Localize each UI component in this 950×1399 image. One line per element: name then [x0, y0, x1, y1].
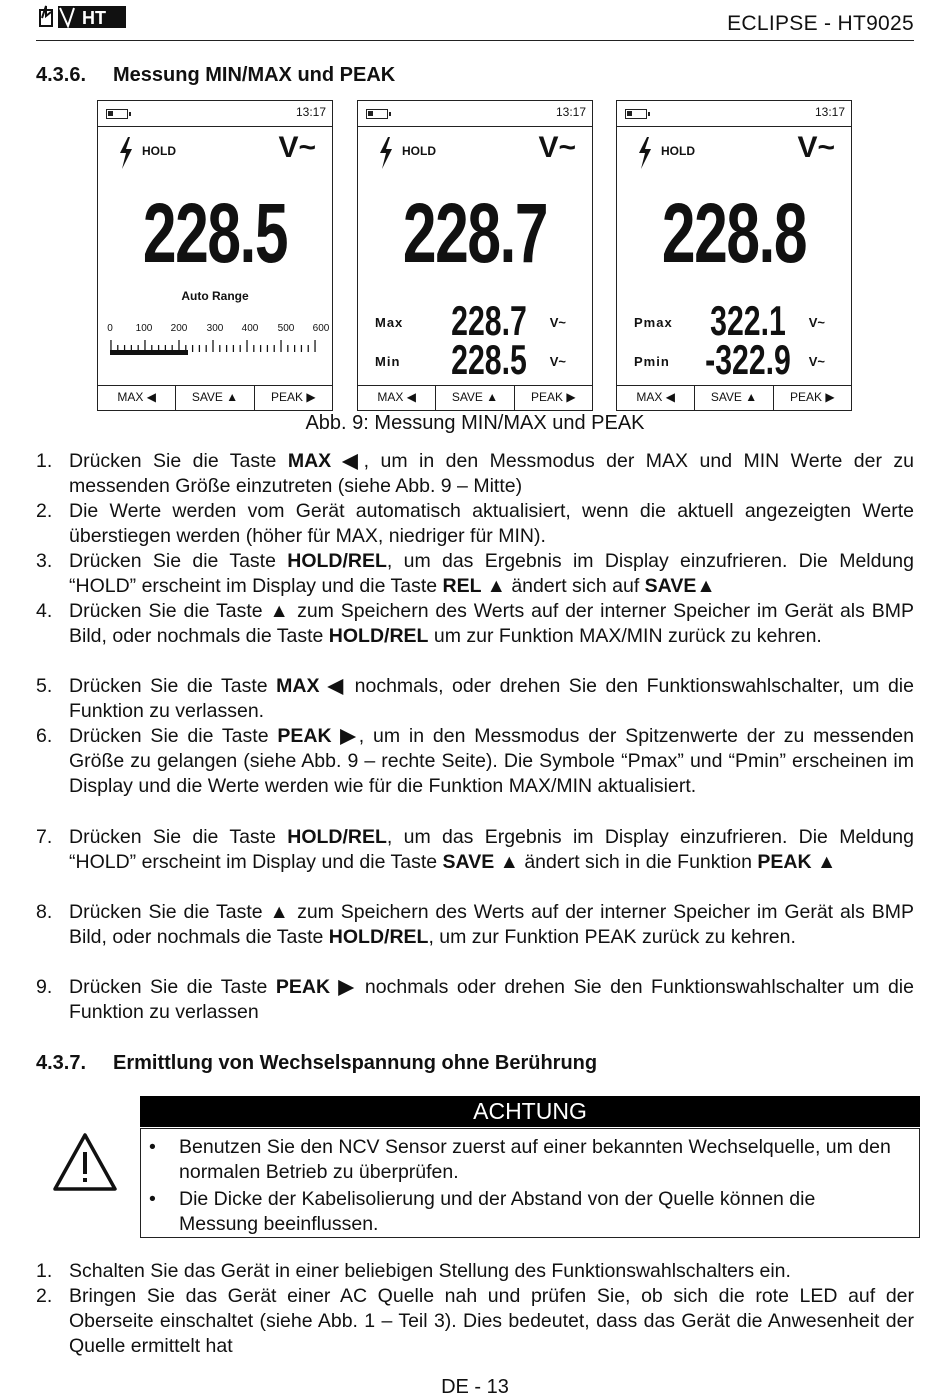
item-text: Drücken Sie die Taste MAX ◀ nochmals, oder drehen Sie den Funktionswahlschalter, um die Funktion zu verlassen.	[69, 675, 914, 722]
status-divider	[98, 126, 332, 127]
scale-label: 400	[241, 323, 259, 334]
warning-title: ACHTUNG	[140, 1096, 920, 1127]
clock: 13:17	[814, 105, 845, 119]
section-title: Messung MIN/MAX und PEAK	[113, 64, 396, 86]
auto-range-label: Auto Range	[181, 289, 249, 303]
item-text: Drücken Sie die Taste ▲ zum Speichern des Werts auf der interner Speicher im Gerät als BMP Bild, oder nochmals die Taste HOLD/REL, um zur Funktion PEAK zurück zu kehren.	[69, 901, 914, 948]
meter-display-peak	[616, 100, 852, 411]
item-number: 9.	[36, 976, 53, 998]
item-text: Drücken Sie die Taste ▲ zum Speichern des Werts auf der interner Speicher im Gerät als BMP Bild, oder nochmals die Taste HOLD/REL um zur Funktion MAX/MIN zurück zu kehren.	[69, 600, 914, 647]
section-number: 4.3.6.	[36, 64, 87, 86]
pmin-value: -322.9	[705, 336, 791, 383]
hazard-bolt-icon	[637, 137, 653, 169]
item-text: Drücken Sie die Taste PEAK ▶, um in den Messmodus der Spitzenwerte der zu messenden Größe zu gelangen (siehe Abb. 9 – rechte Seite). Die Symbole “Pmax” und “Pmin” erscheinen im Display und die Werte werden wie für die Funktion MAX/MIN aktualisiert.	[69, 725, 914, 797]
item-text: Schalten Sie das Gerät in einer beliebigen Stellung des Funktionswahlschalters ein.	[69, 1260, 791, 1282]
softkey-save[interactable]: SAVE ▲	[695, 386, 773, 410]
item-number: 7.	[36, 826, 53, 848]
section-heading-4-3-7	[36, 1052, 914, 1076]
item-number: 1.	[36, 1260, 53, 1282]
item-text: Drücken Sie die Taste HOLD/REL, um das Ergebnis im Display einzufrieren. Die Meldung “HOLD” erscheint im Display und die Taste REL ▲ ändert sich auf SAVE▲	[69, 550, 914, 597]
meter-display-maxmin	[357, 100, 593, 411]
warning-bullet	[141, 1135, 919, 1185]
bargraph-scale	[106, 323, 330, 363]
hold-indicator: HOLD	[661, 144, 695, 158]
pmax-value: 322.1	[710, 297, 786, 344]
softkey-peak[interactable]: PEAK ▶	[271, 390, 316, 404]
list-item	[36, 975, 914, 1025]
item-number: 4.	[36, 600, 53, 622]
list-item	[36, 499, 914, 549]
item-text: Drücken Sie die Taste PEAK ▶ nochmals oder drehen Sie den Funktionswahlschalter um die Funktion zu verlassen	[69, 976, 914, 1023]
warning-box	[140, 1128, 920, 1238]
item-number: 5.	[36, 675, 53, 697]
meter-display-normal	[97, 100, 333, 411]
pmin-row	[617, 336, 851, 383]
battery-icon	[625, 109, 647, 119]
status-divider	[358, 126, 592, 127]
scale-label: 0	[107, 323, 113, 334]
scale-label: 200	[170, 323, 188, 334]
softkey-bar	[358, 385, 592, 410]
item-number: 3.	[36, 550, 53, 572]
main-reading: 228.7	[402, 186, 548, 280]
unit-label: V~	[538, 131, 576, 164]
battery-icon	[106, 109, 128, 119]
clock: 13:17	[555, 105, 586, 119]
hazard-bolt-icon	[118, 137, 134, 169]
list-item	[36, 449, 914, 499]
scale-label: 300	[206, 323, 224, 334]
list-item	[36, 825, 914, 900]
item-number: 2.	[36, 500, 53, 522]
pmax-unit: V~	[808, 315, 825, 330]
scale-label: 600	[312, 323, 330, 334]
min-unit: V~	[549, 354, 566, 369]
softkey-bar	[617, 385, 851, 410]
scale-label: 100	[135, 323, 153, 334]
clock: 13:17	[295, 105, 326, 119]
item-number: 2.	[36, 1285, 53, 1307]
softkey-bar	[98, 385, 332, 410]
battery-icon	[366, 109, 388, 119]
warning-triangle-icon	[52, 1132, 118, 1192]
min-label: Min	[375, 354, 401, 369]
min-value: 228.5	[451, 336, 527, 383]
item-number: 8.	[36, 901, 53, 923]
list-item	[36, 599, 914, 674]
section-heading-4-3-6	[36, 64, 914, 88]
list-item	[36, 549, 914, 599]
softkey-peak[interactable]: PEAK ▶	[790, 390, 835, 404]
svg-text:HT: HT	[82, 8, 106, 28]
header-divider	[36, 40, 914, 41]
item-text: Bringen Sie das Gerät einer AC Quelle nah und prüfen Sie, ob sich die rote LED auf der Oberseite einschaltet (siehe Abb. 1 – Teil 3). Dies bedeutet, dass das Gerät die Anwesenheit der Quelle ermittelt hat	[69, 1285, 914, 1357]
list-item	[36, 1284, 914, 1359]
softkey-save[interactable]: SAVE ▲	[436, 386, 514, 410]
item-text: Die Werte werden vom Gerät automatisch aktualisiert, wenn die aktuell angezeigten Werte überstiegen werden (höher für MAX, niedriger für MIN).	[69, 500, 914, 547]
softkey-max[interactable]: MAX ◀	[98, 386, 176, 410]
pmax-label: Pmax	[634, 315, 673, 330]
hold-indicator: HOLD	[142, 144, 176, 158]
list-item	[36, 724, 914, 824]
bullet-text: Benutzen Sie den NCV Sensor zuerst auf einer bekannten Wechselquelle, um den normalen Betrieb zu überprüfen.	[179, 1136, 891, 1183]
pmin-label: Pmin	[634, 354, 670, 369]
main-reading: 228.8	[661, 186, 807, 280]
section-number: 4.3.7.	[36, 1052, 87, 1074]
softkey-max[interactable]: MAX ◀	[617, 386, 695, 410]
main-reading: 228.5	[142, 186, 288, 280]
bargraph-fill	[110, 350, 188, 355]
figure-caption: Abb. 9: Messung MIN/MAX und PEAK	[305, 412, 645, 434]
hold-indicator: HOLD	[402, 144, 436, 158]
unit-label: V~	[278, 131, 316, 164]
section-title: Ermittlung von Wechselspannung ohne Berührung	[113, 1052, 598, 1074]
hazard-bolt-icon	[378, 137, 394, 169]
max-label: Max	[375, 315, 404, 330]
warning-bullet	[141, 1187, 919, 1237]
page-number: DE - 13	[441, 1376, 509, 1398]
item-number: 6.	[36, 725, 53, 747]
softkey-max[interactable]: MAX ◀	[358, 386, 436, 410]
max-unit: V~	[549, 315, 566, 330]
max-value: 228.7	[451, 297, 527, 344]
ht-logo	[38, 2, 130, 32]
scale-label: 500	[277, 323, 295, 334]
bullet-text: Die Dicke der Kabelisolierung und der Abstand von der Quelle können die Messung beeinflussen.	[179, 1188, 816, 1235]
list-item	[36, 1259, 914, 1284]
item-text: Drücken Sie die Taste HOLD/REL, um das Ergebnis im Display einzufrieren. Die Meldung “HOLD” erscheint im Display und die Taste SAVE ▲ ändert sich in die Funktion PEAK ▲	[69, 826, 914, 873]
bullet-dot: •	[149, 1188, 156, 1210]
softkey-peak[interactable]: PEAK ▶	[531, 390, 576, 404]
status-divider	[617, 126, 851, 127]
bullet-dot: •	[149, 1136, 156, 1158]
document-title: ECLIPSE - HT9025	[727, 12, 914, 35]
list-item	[36, 674, 914, 724]
item-text: Drücken Sie die Taste MAX ◀, um in den Messmodus der MAX und MIN Werte der zu messenden Größe einzutreten (siehe Abb. 9 – Mitte)	[69, 450, 914, 497]
softkey-save[interactable]: SAVE ▲	[176, 386, 254, 410]
list-item	[36, 900, 914, 975]
min-row	[358, 336, 592, 383]
item-number: 1.	[36, 450, 53, 472]
unit-label: V~	[797, 131, 835, 164]
pmin-unit: V~	[808, 354, 825, 369]
